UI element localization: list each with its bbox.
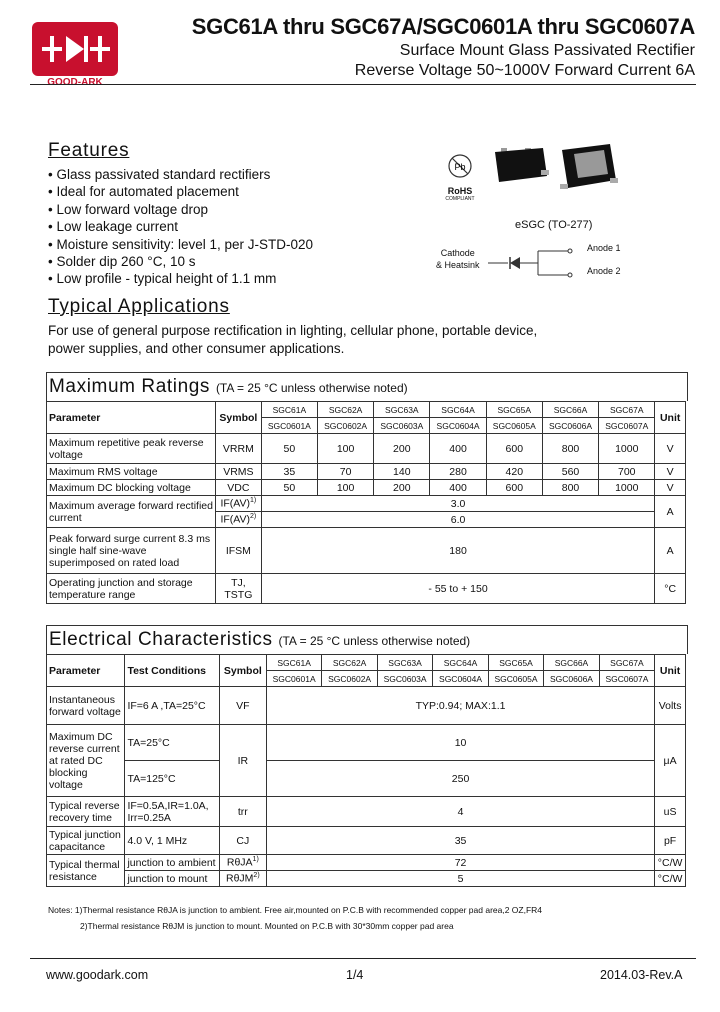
table-row: Maximum DC reverse current at rated DC blocking voltage TA=25°C IR 10 μA xyxy=(47,725,686,761)
table-row: Peak forward surge current 8.3 ms single half sine-wave superimposed on rated load IFSM 180 A xyxy=(47,528,686,574)
anode1-label: Anode 1 xyxy=(587,243,621,253)
max-ratings-heading: Maximum Ratings (TA = 25 °C unless otherwise noted) xyxy=(46,372,688,401)
diode-symbol xyxy=(486,245,586,281)
feature-item: • Glass passivated standard rectifiers xyxy=(48,166,313,183)
rohs-label: RoHS xyxy=(447,186,473,196)
table-header-row: SGC0601A SGC0602A SGC0603A SGC0604A SGC0605A SGC0606A SGC0607A xyxy=(47,671,686,687)
feature-item: • Ideal for automated placement xyxy=(48,183,313,200)
rohs-compliant: COMPLIANT xyxy=(445,196,475,202)
electrical-table xyxy=(46,654,686,887)
table-row: TA=125°C 250 xyxy=(47,761,686,797)
company-name: GOOD-ARK xyxy=(47,77,103,88)
package-caption: eSGC (TO-277) xyxy=(515,219,593,231)
table-row: IF(AV)$^{2)}$ 6.0 xyxy=(47,512,686,528)
notes xyxy=(48,902,542,934)
product-subtitle: Surface Mount Glass Passivated Rectifier xyxy=(399,42,695,59)
table-row: junction to mount RθJM$^{2)}$ 5 °C/W xyxy=(47,871,686,887)
table-row: Typical thermal resistance junction to ambient RθJA$^{1)}$ 72 °C/W xyxy=(47,855,686,871)
max-ratings-section xyxy=(46,372,688,604)
table-row: Maximum average forward rectified current IF(AV)$^{1)}$ 3.0 A xyxy=(47,496,686,512)
applications-heading: Typical Applications xyxy=(48,296,230,317)
features-list xyxy=(48,166,313,288)
electrical-heading: Electrical Characteristics (TA = 25 °C unless otherwise noted) xyxy=(46,625,688,654)
feature-item: • Solder dip 260 °C, 10 s xyxy=(48,253,313,270)
footer-rule xyxy=(30,958,696,959)
table-header-row: SGC0601A SGC0602A SGC0603A SGC0604A SGC0605A SGC0606A SGC0607A xyxy=(47,418,686,434)
rohs-badge xyxy=(440,152,480,202)
header-rule xyxy=(30,84,696,85)
anode2-label: Anode 2 xyxy=(587,266,621,276)
footer-website[interactable]: www.goodark.com xyxy=(46,968,149,982)
table-header-row: Parameter Symbol SGC61A SGC62A SGC63A SGC64A SGC65A SGC66A SGC67A Unit xyxy=(47,402,686,418)
product-rating-subtitle: Reverse Voltage 50~1000V Forward Current 6A xyxy=(354,62,695,79)
table-row: Typical reverse recovery time IF=0.5A,IR=1.0A, Irr=0.25A trr 4 uS xyxy=(47,797,686,827)
note-line-2: 2)Thermal resistance RθJM is junction to mount. Mounted on P.C.B with 30*30mm copper pad area xyxy=(80,921,454,931)
package-top-image xyxy=(485,140,555,192)
feature-item: • Moisture sensitivity: level 1, per J-STD-020 xyxy=(48,236,313,253)
footer-page-number: 1/4 xyxy=(346,968,364,982)
table-row: Maximum repetitive peak reverse voltage VRRM 50 100 200 400 600 800 1000 V xyxy=(47,434,686,464)
cathode-label: Cathode & Heatsink xyxy=(436,248,480,270)
table-row: Operating junction and storage temperature range TJ, TSTG - 55 to + 150 °C xyxy=(47,574,686,604)
table-row: Instantaneous forward voltage IF=6 A ,TA=25°C VF TYP:0.94; MAX:1.1 Volts xyxy=(47,687,686,725)
note-line-1: Notes: 1)Thermal resistance RθJA is junction to ambient. Free air,mounted on P.C.B with recommended copper pad area,2 OZ,FR4 xyxy=(48,905,543,915)
max-ratings-table xyxy=(46,401,686,604)
table-row: Typical junction capacitance 4.0 V, 1 MHz CJ 35 pF xyxy=(47,827,686,855)
table-row: Maximum RMS voltage VRMS 35 70 140 280 420 560 700 V xyxy=(47,464,686,480)
pb-symbol: Pb xyxy=(454,162,466,172)
company-logo xyxy=(32,22,118,76)
electrical-section xyxy=(46,625,688,887)
table-row: Maximum DC blocking voltage VDC 50 100 200 400 600 800 1000 V xyxy=(47,480,686,496)
table-header-row: Parameter Test Conditions Symbol SGC61A SGC62A SGC63A SGC64A SGC65A SGC66A SGC67A Unit xyxy=(47,655,686,671)
feature-item: • Low profile - typical height of 1.1 mm xyxy=(48,270,313,287)
package-bottom-image xyxy=(554,140,624,198)
applications-text: For use of general purpose rectification in lighting, cellular phone, portable device, power supplies, and other consumer applications. xyxy=(48,323,538,356)
document-title: SGC61A thru SGC67A/SGC0601A thru SGC0607A xyxy=(191,14,695,39)
features-heading: Features xyxy=(48,140,130,161)
feature-item: • Low forward voltage drop xyxy=(48,201,313,218)
footer-revision: 2014.03-Rev.A xyxy=(600,968,683,982)
feature-item: • Low leakage current xyxy=(48,218,313,235)
